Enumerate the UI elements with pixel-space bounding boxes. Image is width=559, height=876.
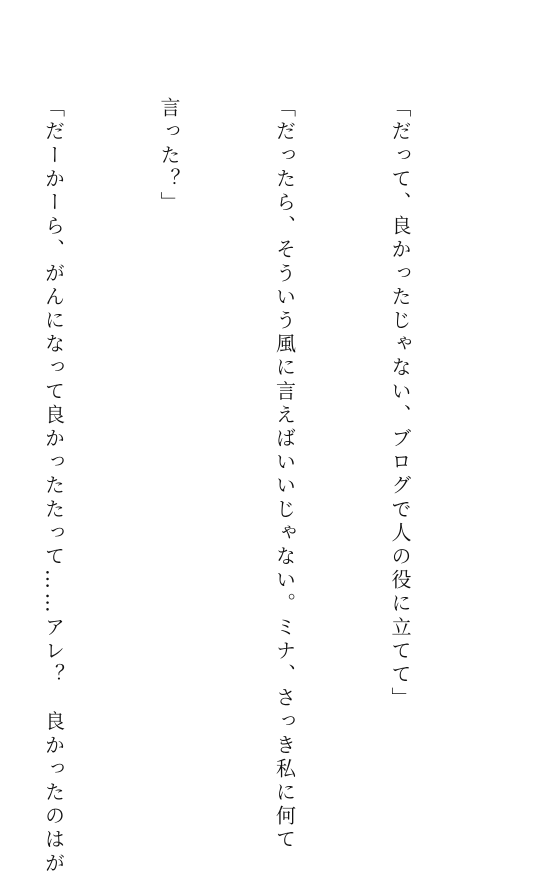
text-line: 「だったら、そういう風に言えばいいじゃない。ミナ、さっき私に何て — [272, 97, 297, 853]
text-line: 言った？」 — [157, 97, 181, 215]
text-line: 「だーかーら、がんになって良かったたって……アレ？ 良かったのはが — [41, 97, 66, 876]
vertical-text-body — [0, 97, 496, 876]
text-line: 「だって、良かったじゃない、ブログで人の役に立てて」 — [388, 97, 412, 711]
